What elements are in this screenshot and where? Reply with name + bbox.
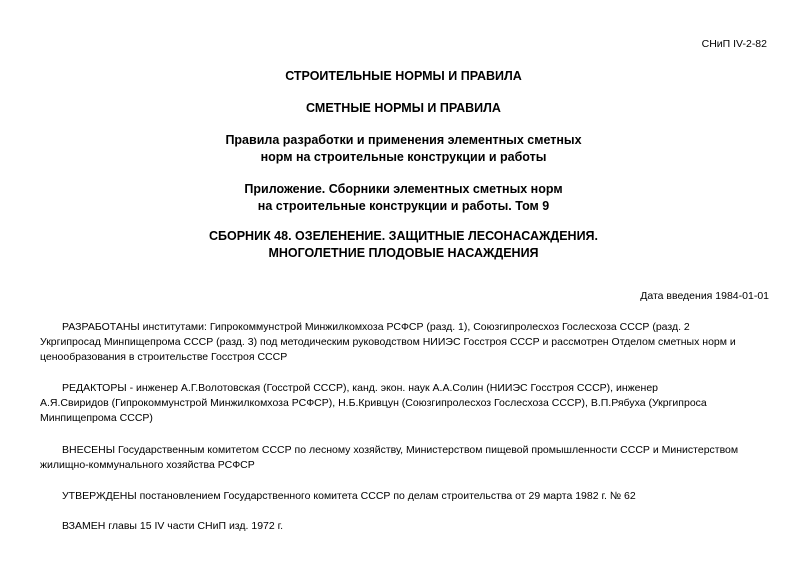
paragraph-introduced — [40, 443, 775, 473]
paragraph-approved — [40, 489, 775, 504]
heading-collection-title — [0, 228, 807, 262]
paragraph-line: ценообразования в строительстве Госстроя СССР — [40, 351, 288, 363]
paragraph-line: Минпищепрома СССР) — [40, 412, 153, 424]
document-code: СНиП IV-2-82 — [701, 38, 767, 50]
paragraph-line: РЕДАКТОРЫ - инженер А.Г.Волотовская (Госстрой СССР), канд. экон. наук А.А.Солин (НИИЭС Госстроя СССР), инженер — [62, 382, 658, 394]
heading-rules — [0, 132, 807, 166]
heading-appendix — [0, 181, 807, 215]
effective-date: Дата введения 1984-01-01 — [640, 290, 769, 302]
heading-estimate-norms — [0, 100, 807, 117]
heading-line: на строительные конструкции и работы. Том 9 — [257, 199, 550, 213]
paragraph-editors — [40, 381, 775, 426]
paragraph-line: А.Я.Свиридов (Гипрокоммунстрой Минжилкомхоза РСФСР), Н.Б.Кривцун (Союзгипролесхоз Гослесхоза СССР), В.П.Рябуха (Укргипроса — [40, 397, 707, 409]
heading-line: Приложение. Сборники элементных сметных норм — [244, 182, 563, 196]
paragraph-replaces — [40, 519, 775, 534]
paragraph-line: жилищно-коммунального хозяйства РСФСР — [40, 459, 255, 471]
heading-line: норм на строительные конструкции и работы — [260, 150, 547, 164]
heading-line: СТРОИТЕЛЬНЫЕ НОРМЫ И ПРАВИЛА — [285, 69, 522, 83]
heading-line: Правила разработки и применения элементных сметных — [225, 133, 582, 147]
paragraph-line: Укргипросад Минпищепрома СССР (разд. 3) под методическим руководством НИИЭС Госстроя СССР и рассмотрен Отделом сметных норм и — [40, 336, 736, 348]
paragraph-line: РАЗРАБОТАНЫ институтами: Гипрокоммунстрой Минжилкомхоза РСФСР (разд. 1), Союзгипролесхоз Гослесхоза СССР (разд. 2 — [62, 321, 690, 333]
heading-line: МНОГОЛЕТНИЕ ПЛОДОВЫЕ НАСАЖДЕНИЯ — [268, 246, 539, 260]
paragraph-line: УТВЕРЖДЕНЫ постановлением Государственного комитета СССР по делам строительства от 29 марта 1982 г. № 62 — [62, 490, 636, 502]
paragraph-line: ВЗАМЕН главы 15 IV части СНиП изд. 1972 г. — [62, 520, 284, 532]
paragraph-developed — [40, 320, 775, 365]
heading-building-norms — [0, 68, 807, 85]
heading-line: СМЕТНЫЕ НОРМЫ И ПРАВИЛА — [306, 101, 501, 115]
paragraph-line: ВНЕСЕНЫ Государственным комитетом СССР по лесному хозяйству, Министерством пищевой промышленности СССР и Министерством — [62, 444, 739, 456]
heading-line: СБОРНИК 48. ОЗЕЛЕНЕНИЕ. ЗАЩИТНЫЕ ЛЕСОНАСАЖДЕНИЯ. — [208, 229, 599, 243]
